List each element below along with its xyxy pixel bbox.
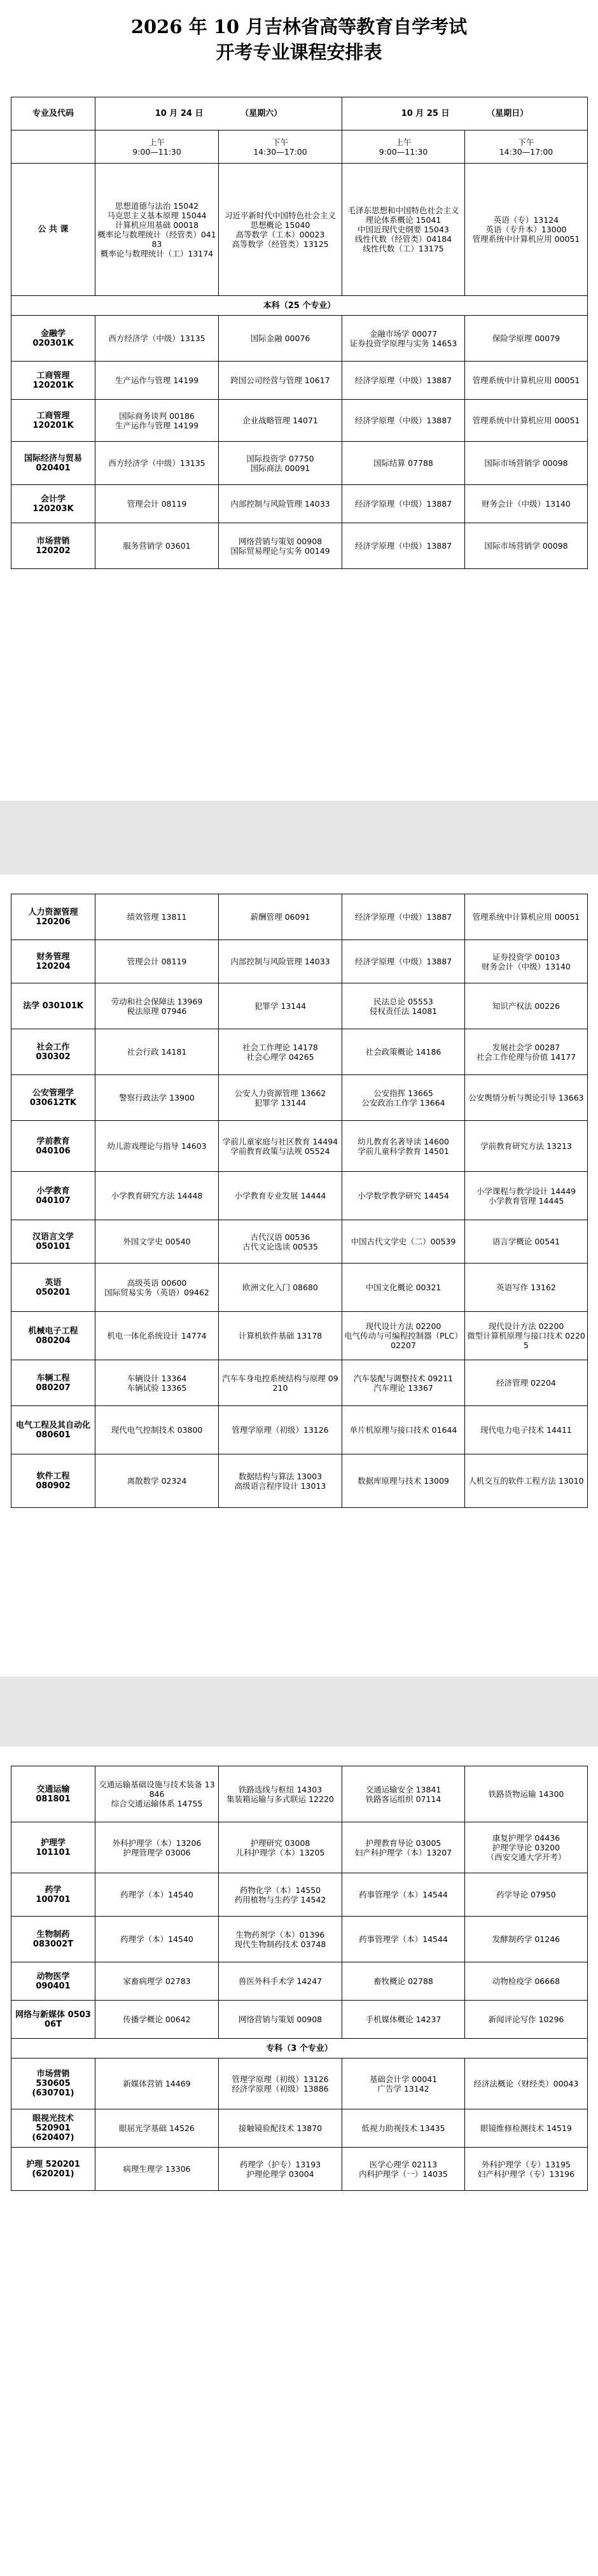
course-cell: 机电一体化系统设计 14774 [95,1312,219,1360]
page-separator [0,1677,598,1747]
course-cell: 国际金融 00076 [219,316,342,362]
course-cell: 眼镜维修检测技术 14519 [465,2109,588,2148]
course-cell: 习近平新时代中国特色社会主义思想概论 15040 高等数学（工本）00023 高等数学（经管类）13125 [219,164,342,296]
major-rows [11,316,588,569]
major-row [11,400,588,442]
course-cell: 车辆设计 13364 车辆试验 13365 [95,1360,219,1406]
course-cell: 发展社会学 00287 社会工作伦理与价值 14177 [465,1029,588,1075]
schedule-page-3 [11,1747,587,2576]
major-row [11,1766,588,1822]
course-cell: 民法总论 05553 侵权责任法 14081 [342,983,465,1029]
course-cell: 小学课程与教学设计 14449 小学教育管理 14445 [465,1172,588,1220]
major-row [11,894,588,940]
course-cell: 管理会计 08119 [95,485,219,523]
course-cell: 绩效管理 13811 [95,894,219,940]
major-column-header: 专业及代码 [11,97,95,130]
course-cell: 金融市场学 00077 证券投资学原理与实务 14653 [342,316,465,362]
major-row [11,316,588,362]
course-cell: 管理系统中计算机应用 00051 [465,362,588,400]
course-cell: 内部控制与风险管理 14033 [219,485,342,523]
major-name-cell: 市场营销 530605 (630701) [11,2059,95,2109]
major-name-cell: 社会工作 030302 [11,1029,95,1075]
day2-header: 10 月 25 日 （星期日） [342,97,588,130]
course-cell: 保险学原理 00079 [465,316,588,362]
course-cell: 外科护理学（本）13206 护理管理学 03006 [95,1822,219,1873]
course-cell: 发酵制药学 01246 [465,1917,588,1962]
major-name-cell: 法学 030101K [11,983,95,1029]
course-cell: 社会政策概论 14186 [342,1029,465,1075]
course-cell: 护理研究 03008 儿科护理学（本）13205 [219,1822,342,1873]
major-name-cell: 会计学 120203K [11,485,95,523]
schedule-table-page-3 [11,1766,588,2191]
course-cell: 古代汉语 00536 古代文论选读 00535 [219,1220,342,1263]
course-cell: 管理会计 08119 [95,940,219,983]
course-cell: 毛泽东思想和中国特色社会主义理论体系概论 15041 中国近现代史纲要 15043 线性代数（经管类）04184 线性代数（工）13175 [342,164,465,296]
major-row [11,1029,588,1075]
blank-cell [11,130,95,164]
major-row [11,983,588,1029]
course-cell: 现代设计方法 02200 微型计算机原理与接口技术 02205 [465,1312,588,1360]
course-cell: 药物化学（本）14550 药用植物与生药学 14542 [219,1873,342,1917]
course-cell: 网络营销与策划 00908 国际贸易理论与实务 00149 [219,523,342,569]
major-name-cell: 学前教育 040106 [11,1121,95,1172]
major-name-cell: 眼视光技术 520901 (620407) [11,2109,95,2148]
course-cell: 经济学原理（中级）13887 [342,523,465,569]
course-cell: 学前教育研究方法 13213 [465,1121,588,1172]
course-cell: 中国古代文学史（二）00539 [342,1220,465,1263]
course-cell: 内部控制与风险管理 14033 [219,940,342,983]
course-cell: 幼儿教育名著导读 14600 学前儿童科学教育 14501 [342,1121,465,1172]
course-cell: 网络营销与策划 00908 [219,2001,342,2039]
course-cell: 新闻评论写作 10296 [465,2001,588,2039]
course-cell: 单片机原理与接口技术 01644 [342,1406,465,1454]
public-courses-label: 公 共 课 [11,164,95,296]
course-cell: 生产运作与管理 14199 [95,362,219,400]
major-name-cell: 英语 050201 [11,1263,95,1312]
course-cell: 薪酬管理 06091 [219,894,342,940]
schedule-table-page-2 [11,894,588,1508]
major-name-cell: 金融学 020301K [11,316,95,362]
major-row [11,1220,588,1263]
major-name-cell: 财务管理 120204 [11,940,95,983]
course-cell: 警察行政法学 13900 [95,1075,219,1121]
course-cell: 管理学原理（初级）13126 经济学原理（初级）13886 [219,2059,342,2109]
session-am: 上午 9:00—11:30 [342,130,465,164]
course-cell: 国际市场营销学 00098 [465,442,588,485]
major-rows [11,2059,588,2191]
course-cell: 护理教育导论 03005 妇产科护理学（本）13207 [342,1822,465,1873]
course-cell: 生物药剂学（本）01396 现代生物制药技术 03748 [219,1917,342,1962]
session-pm: 下午 14:30—17:00 [465,130,588,164]
major-name-cell: 工商管理 120201K [11,400,95,442]
course-cell: 低视力助视技术 13435 [342,2109,465,2148]
major-row [11,485,588,523]
major-name-cell: 生物制药 083002T [11,1917,95,1962]
major-name-cell: 公安管理学 030612TK [11,1075,95,1121]
major-name-cell: 软件工程 080902 [11,1454,95,1508]
course-cell: 现代电气控制技术 03800 [95,1406,219,1454]
major-row [11,442,588,485]
course-cell: 学前儿童家庭与社区教育 14494 学前教育政策与法规 05524 [219,1121,342,1172]
course-cell: 经济学原理（中级）13887 [342,940,465,983]
course-cell: 经济法概论（财经类）00043 [465,2059,588,2109]
page-separator [0,801,598,875]
course-cell: 劳动和社会保障法 13969 税法原理 07946 [95,983,219,1029]
major-row [11,1121,588,1172]
course-cell: 经济学原理（中级）13887 [342,894,465,940]
course-cell: 中国文化概论 00321 [342,1263,465,1312]
course-cell: 动物检疫学 06668 [465,1962,588,2001]
session-pm: 下午 14:30—17:00 [219,130,342,164]
session-am: 上午 9:00—11:30 [95,130,219,164]
course-cell: 西方经济学（中级）13135 [95,442,219,485]
major-name-cell: 机械电子工程 080204 [11,1312,95,1360]
course-cell: 英语（专）13124 英语（专升本）13000 管理系统中计算机应用 00051 [465,164,588,296]
course-cell: 管理系统中计算机应用 00051 [465,400,588,442]
course-cell: 国际结算 07788 [342,442,465,485]
course-cell: 交通运输安全 13841 铁路客运组织 07114 [342,1766,465,1822]
course-cell: 药理学（本）14540 [95,1917,219,1962]
course-cell: 药学导论 07950 [465,1873,588,1917]
major-rows [11,1766,588,2039]
major-name-cell: 护理学 101101 [11,1822,95,1873]
course-cell: 数据结构与算法 13003 高级语言程序设计 13013 [219,1454,342,1508]
major-name-cell: 网络与新媒体 050306T [11,2001,95,2039]
course-cell: 现代设计方法 02200 电气传动与可编程控制器（PLC）02207 [342,1312,465,1360]
major-name-cell: 市场营销 120202 [11,523,95,569]
major-row [11,1873,588,1917]
document-title-line2: 开考专业课程安排表 [216,41,382,63]
section-row [11,296,588,316]
major-name-cell: 电气工程及其自动化 080601 [11,1406,95,1454]
course-cell: 经济管理 02204 [465,1360,588,1406]
major-row [11,1406,588,1454]
course-cell: 英语写作 13162 [465,1263,588,1312]
course-cell: 公安人力资源管理 13662 犯罪学 13144 [219,1075,342,1121]
course-cell: 幼儿游戏理论与指导 14603 [95,1121,219,1172]
course-cell: 公安舆情分析与舆论引导 13663 [465,1075,588,1121]
course-cell: 国际商务谈判 00186 生产运作与管理 14199 [95,400,219,442]
major-row [11,1917,588,1962]
document-title-line1: 2026 年 10 月吉林省高等教育自学考试 [130,16,468,38]
course-cell: 药事管理学（本）14544 [342,1873,465,1917]
course-cell: 药理学（护专）13193 护理伦理学 03004 [219,2148,342,2191]
major-row [11,1172,588,1220]
course-cell: 语言学概论 00541 [465,1220,588,1263]
course-cell: 公安指挥 13665 公安政治工作学 13664 [342,1075,465,1121]
section-benke: 本科（25 个专业） [11,296,588,316]
course-cell: 传播学概论 00642 [95,2001,219,2039]
course-cell: 小学教育研究方法 14448 [95,1172,219,1220]
course-cell: 跨国公司经营与管理 10617 [219,362,342,400]
course-cell: 兽医外科手术学 14247 [219,1962,342,2001]
header-row-dates [11,97,588,130]
major-row [11,1263,588,1312]
major-row [11,940,588,983]
schedule-page-1 [11,0,587,801]
header-row-sessions [11,130,588,164]
course-cell: 国际市场营销学 00098 [465,523,588,569]
course-cell: 手机媒体概论 14237 [342,2001,465,2039]
course-cell: 人机交互的软件工程方法 13010 [465,1454,588,1508]
major-name-cell: 工商管理 120201K [11,362,95,400]
course-cell: 经济学原理（中级）13887 [342,485,465,523]
course-cell: 药理学（本）14540 [95,1873,219,1917]
major-row [11,2148,588,2191]
course-cell: 眼屈光学基础 14526 [95,2109,219,2148]
major-name-cell: 交通运输 081801 [11,1766,95,1822]
course-cell: 接触镜验配技术 13870 [219,2109,342,2148]
course-cell: 知识产权法 00226 [465,983,588,1029]
major-row [11,362,588,400]
course-cell: 数据库原理与技术 13009 [342,1454,465,1508]
course-cell: 畜牧概论 02788 [342,1962,465,2001]
major-row [11,1822,588,1873]
section-zhuanke: 专科（3 个专业） [11,2039,588,2059]
course-cell: 欧洲文化入门 08680 [219,1263,342,1312]
major-name-cell: 小学教育 040107 [11,1172,95,1220]
course-cell: 服务营销学 03601 [95,523,219,569]
major-row [11,523,588,569]
schedule-table-page-1 [11,97,588,569]
major-name-cell: 动物医学 090401 [11,1962,95,2001]
course-cell: 铁路货物运输 14300 [465,1766,588,1822]
day1-header: 10 月 24 日 （星期六） [95,97,342,130]
course-cell: 企业战略管理 14071 [219,400,342,442]
course-cell: 犯罪学 13144 [219,983,342,1029]
course-cell: 小学数学教学研究 14454 [342,1172,465,1220]
major-row [11,1360,588,1406]
major-row [11,1962,588,2001]
course-cell: 外科护理学（专）13195 妇产科护理学（专）13196 [465,2148,588,2191]
major-name-cell: 汉语言文学 050101 [11,1220,95,1263]
course-cell: 病理生理学 13306 [95,2148,219,2191]
major-name-cell: 药学 100701 [11,1873,95,1917]
major-row [11,2001,588,2039]
course-cell: 铁路选线与枢纽 14303 集装箱运输与多式联运 12220 [219,1766,342,1822]
course-cell: 离散数学 02324 [95,1454,219,1508]
schedule-page-2 [11,875,587,1677]
major-row [11,2109,588,2148]
course-cell: 康复护理学 04436 护理学导论 03200 （西安交通大学开考） [465,1822,588,1873]
major-row [11,1075,588,1121]
course-cell: 汽车车身电控系统结构与原理 09210 [219,1360,342,1406]
course-cell: 汽车装配与调整技术 09211 汽车理论 13367 [342,1360,465,1406]
major-rows [11,894,588,1508]
course-cell: 高级英语 00600 国际贸易实务（英语）09462 [95,1263,219,1312]
course-cell: 财务会计（中级）13140 [465,485,588,523]
course-cell: 新媒体营销 14469 [95,2059,219,2109]
course-cell: 经济学原理（中级）13887 [342,362,465,400]
course-cell: 经济学原理（中级）13887 [342,400,465,442]
course-cell: 社会工作理论 14178 社会心理学 04265 [219,1029,342,1075]
course-cell: 国际投资学 07750 国际商法 00091 [219,442,342,485]
course-cell: 交通运输基础设施与技术装备 13846 综合交通运输体系 14755 [95,1766,219,1822]
course-cell: 家畜病理学 02783 [95,1962,219,2001]
section-row [11,2039,588,2059]
course-cell: 基础会计学 00041 广告学 13142 [342,2059,465,2109]
course-cell: 管理学原理（初级）13126 [219,1406,342,1454]
course-cell: 计算机软件基础 13178 [219,1312,342,1360]
course-cell: 小学教育专业发展 14444 [219,1172,342,1220]
major-row [11,1454,588,1508]
major-row [11,1312,588,1360]
major-name-cell: 国际经济与贸易 020401 [11,442,95,485]
major-name-cell: 护理 520201 (620201) [11,2148,95,2191]
major-row [11,2059,588,2109]
course-cell: 证券投资学 00103 财务会计（中级）13140 [465,940,588,983]
major-name-cell: 车辆工程 080207 [11,1360,95,1406]
course-cell: 现代电力电子技术 14411 [465,1406,588,1454]
public-courses-row [11,164,588,296]
course-cell: 医学心理学 02113 内科护理学（一）14035 [342,2148,465,2191]
course-cell: 管理系统中计算机应用 00051 [465,894,588,940]
course-cell: 社会行政 14181 [95,1029,219,1075]
major-name-cell: 人力资源管理 120206 [11,894,95,940]
course-cell: 思想道德与法治 15042 马克思主义基本原理 15044 计算机应用基础 00018 概率论与数理统计（经管类）04183 概率论与数理统计（工）13174 [95,164,219,296]
course-cell: 西方经济学（中级）13135 [95,316,219,362]
course-cell: 药事管理学（本）14544 [342,1917,465,1962]
course-cell: 外国文学史 00540 [95,1220,219,1263]
